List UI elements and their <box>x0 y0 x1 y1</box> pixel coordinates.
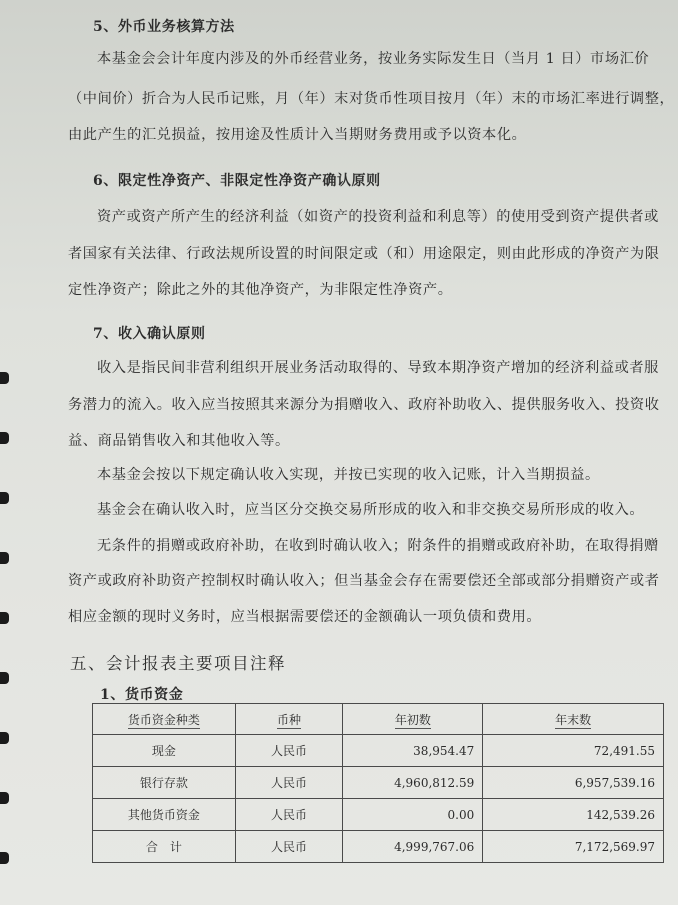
header-opening-balance: 年初数 <box>394 712 431 727</box>
table-cell-type: 银行存款 <box>93 767 236 799</box>
table-cell-currency: 人民币 <box>235 735 343 767</box>
table-cell-type: 其他货币资金 <box>93 799 236 831</box>
paragraph-line: 者国家有关法律、行政法规所设置的时间限定或（和）用途限定，则由此形成的净资产为限 <box>68 246 660 262</box>
binding-ring <box>0 432 9 444</box>
table-cell-opening: 4,960,812.59 <box>343 767 483 799</box>
table-cell-type: 现金 <box>93 735 236 767</box>
table-row <box>93 767 664 799</box>
table-cell-opening: 0.00 <box>343 799 483 831</box>
table-header <box>343 704 483 735</box>
paragraph-line: 本基金会会计年度内涉及的外币经营业务，按业务实际发生日（当月 1 日）市场汇价 <box>97 51 650 67</box>
table-cell-closing: 72,491.55 <box>483 735 664 767</box>
paragraph-line: 收入是指民间非营利组织开展业务活动取得的、导致本期净资产增加的经济利益或者服 <box>97 360 659 376</box>
paragraph-line: 资产或政府补助资产控制权时确认收入；但当基金会存在需要偿还全部或部分捐赠资产或者 <box>68 573 660 589</box>
table-cell-currency: 人民币 <box>235 799 343 831</box>
table-header <box>235 704 343 735</box>
part-5-title: 五、会计报表主要项目注释 <box>70 654 286 673</box>
table-cell-closing: 6,957,539.16 <box>483 767 664 799</box>
binding-ring <box>0 612 9 624</box>
binding-ring <box>0 852 9 864</box>
paragraph-line: （中间价）折合为人民币记账，月（年）末对货币性项目按月（年）末的市场汇率进行调整， <box>68 91 675 107</box>
binding-ring <box>0 372 9 384</box>
paragraph-line: 定性净资产；除此之外的其他净资产，为非限定性净资产。 <box>68 282 453 298</box>
table-cell-currency: 人民币 <box>235 767 343 799</box>
header-cash-type: 货币资金种类 <box>127 712 200 727</box>
table-cell-closing: 142,539.26 <box>483 799 664 831</box>
subsection-1-heading: 1、货币资金 <box>100 687 184 703</box>
paragraph-line: 资产或资产所产生的经济利益（如资产的投资利益和利息等）的使用受到资产提供者或 <box>97 209 659 225</box>
table-header <box>483 704 664 735</box>
paragraph-line: 本基金会按以下规定确认收入实现，并按已实现的收入记账，计入当期损益。 <box>97 467 600 483</box>
header-currency: 币种 <box>277 712 302 727</box>
paragraph-line: 由此产生的汇兑损益，按用途及性质计入当期财务费用或予以资本化。 <box>68 127 527 143</box>
table-cell-opening: 38,954.47 <box>343 735 483 767</box>
table-total-row <box>93 831 664 863</box>
paragraph-line: 益、商品销售收入和其他收入等。 <box>68 433 290 449</box>
binding-ring <box>0 552 9 564</box>
binding-ring <box>0 792 9 804</box>
table-header-row <box>93 704 664 735</box>
paragraph-line: 无条件的捐赠或政府补助，在收到时确认收入；附条件的捐赠或政府补助，在取得捐赠 <box>97 538 659 554</box>
binding-ring <box>0 732 9 744</box>
table-cell-currency: 人民币 <box>235 831 343 863</box>
section-5-heading: 5、外币业务核算方法 <box>93 19 235 35</box>
paragraph-line: 务潜力的流入。收入应当按照其来源分为捐赠收入、政府补助收入、提供服务收入、投资收 <box>68 397 660 413</box>
table-header <box>93 704 236 735</box>
binding-ring <box>0 672 9 684</box>
table-cell-opening: 4,999,767.06 <box>343 831 483 863</box>
spiral-binding <box>0 0 14 905</box>
section-7-heading: 7、收入确认原则 <box>93 326 206 342</box>
table-row <box>93 799 664 831</box>
cash-funds-table <box>92 703 664 863</box>
header-closing-balance: 年末数 <box>555 712 592 727</box>
paragraph-line: 相应金额的现时义务时，应当根据需要偿还的金额确认一项负债和费用。 <box>68 609 542 625</box>
binding-ring <box>0 492 9 504</box>
table-row <box>93 735 664 767</box>
paragraph-line: 基金会在确认收入时，应当区分交换交易所形成的收入和非交换交易所形成的收入。 <box>97 502 645 518</box>
table-cell-closing: 7,172,569.97 <box>483 831 664 863</box>
section-6-heading: 6、限定性净资产、非限定性净资产确认原则 <box>93 173 381 189</box>
table-cell-type: 合 计 <box>93 831 236 863</box>
